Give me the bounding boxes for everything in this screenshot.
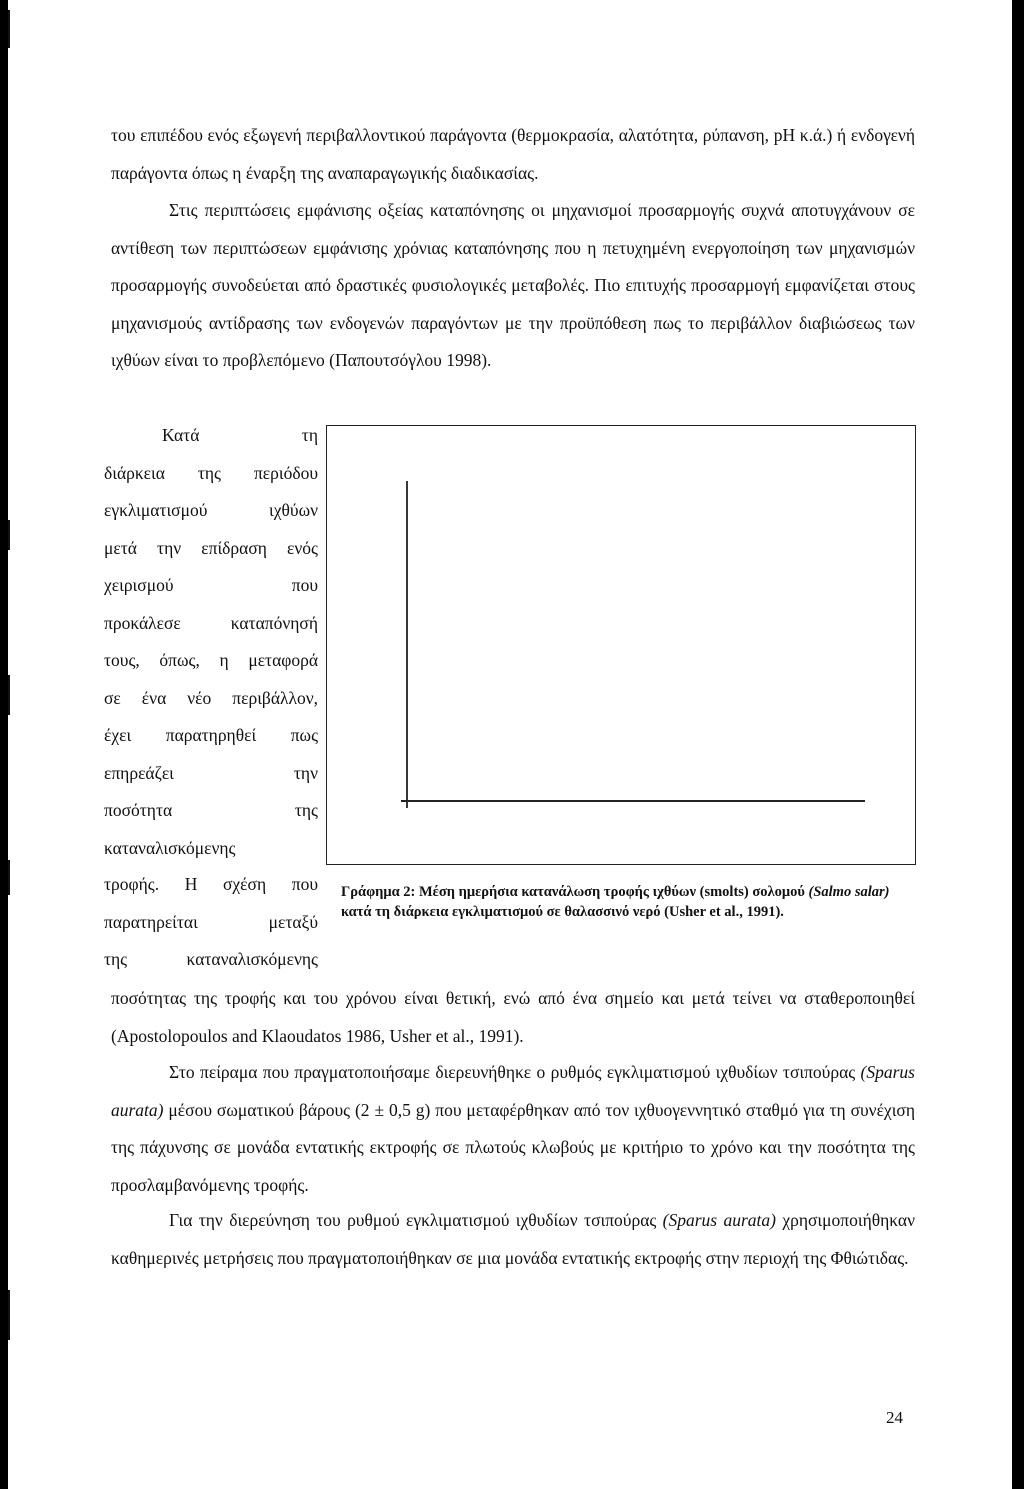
side-line: καταναλισκόμενης	[104, 837, 236, 858]
scan-edge-mark	[8, 10, 10, 48]
paragraph-acute-stress	[111, 192, 915, 380]
figure-frame	[326, 425, 916, 865]
side-line: μετά την επίδραση ενός	[104, 537, 318, 558]
side-line: χειρισμού που	[104, 575, 318, 595]
side-line: σε ένα νέο περιβάλλον,	[104, 687, 318, 708]
paragraph-method-post: χρησιμοποιήθηκαν καθημερινές μετρήσεις που πραγματοποιήθηκαν σε μια μονάδα εντατικής εκτροφής στην περιοχή της Φθιώτιδας.	[111, 1210, 915, 1268]
side-line: προκάλεσε καταπόνησή	[104, 612, 318, 633]
side-line: εγκλιματισμού ιχθύων	[104, 500, 318, 520]
side-line: τους, όπως, η μεταφορά	[104, 650, 318, 670]
side-line: της καταναλισκόμενης	[104, 949, 318, 969]
scan-edge-mark	[8, 1290, 10, 1340]
scan-edge-mark	[8, 520, 10, 550]
side-line: επηρεάζει την	[104, 762, 318, 783]
paragraph-intro-continuation: του επιπέδου ενός εξωγενή περιβαλλοντικού παράγοντα (θερμοκρασία, αλατότητα, ρύπανση, pH κ.ά.) ή ενδογενή παράγοντα όπως η έναρξη της αναπαραγωγικής διαδικασίας.	[111, 125, 915, 183]
paragraph-experiment-species: (Sparus aurata)	[111, 1062, 915, 1120]
paragraph-experiment-post: μέσου σωματικού βάρους (2 ± 0,5 g) που μεταφέρθηκαν από τον ιχθυογεννητικό σταθμό για τη συνέχιση της πάχυνσης σε μονάδα εντατικής εκτροφής σε πλωτούς κλωβούς με κριτήριο το χρόνο και την ποσότητα της προσλαμβανόμενης τροφής.	[111, 1099, 915, 1195]
side-line: παρατηρείται μεταξύ	[104, 911, 318, 932]
figure-caption	[341, 882, 916, 922]
side-line: ποσότητα της	[104, 800, 318, 820]
figure-caption-species: (Salmo salar)	[808, 884, 890, 900]
scan-edge-mark	[8, 675, 10, 715]
side-column-text	[104, 417, 318, 867]
paragraph-consumption-relation: ποσότητας της τροφής και του χρόνου είναι θετική, ενώ από ένα σημείο και μετά τείνει να σταθεροποιηθεί (Apostolopoulos and Klaoudatos 1986, Usher et al., 1991).	[111, 988, 915, 1046]
paragraph-acute-stress-text: Στις περιπτώσεις εμφάνισης οξείας καταπόνησης οι μηχανισμοί προσαρμογής συχνά αποτυγχάνουν σε αντίθεση των περιπτώσεων εμφάνισης χρόνιας καταπόνησης που η πετυχημένη ενεργοποίηση των μηχανισμών προσαρμογής συνοδεύεται από δραστικές φυσιολογικές μεταβολές. Πιο επιτυχής προσαρμογή εμφανίζεται στους μηχανισμούς αντίδρασης των ενδογενών παραγόντων με την προϋπόθεση πως το περιβάλλον διαβιώσεως των ιχθύων είναι το προβλεπόμενο (Παπουτσόγλου 1998).	[111, 200, 915, 370]
paragraph-method-pre: Για την διερεύνηση του ρυθμού εγκλιματισμού ιχθυδίων τσιπούρας	[169, 1210, 663, 1230]
side-line: διάρκεια της περιόδου	[104, 462, 318, 483]
side-line: Κατά τη	[162, 425, 318, 445]
side-column-text-lower	[104, 866, 318, 979]
page-number: 24	[886, 1408, 903, 1427]
side-line: τροφής. Η σχέση που	[104, 874, 318, 894]
paragraph-experiment-pre: Στο πείραμα που πραγματοποιήσαμε διερευνήθηκε ο ρυθμός εγκλιματισμού ιχθυδίων τσιπούρας	[169, 1062, 861, 1082]
chart-area	[327, 426, 917, 866]
side-line: έχει παρατηρηθεί πως	[104, 725, 318, 745]
paragraph-experiment	[111, 1054, 915, 1204]
paragraph-method	[111, 1202, 915, 1277]
figure-caption-suffix: κατά τη διάρκεια εγκλιματισμού σε θαλασσινό νερό (Usher et al., 1991).	[341, 904, 784, 920]
paragraph-method-species: (Sparus aurata)	[662, 1210, 776, 1230]
scan-edge-mark	[8, 860, 10, 895]
figure-caption-prefix: Γράφημα 2: Μέση ημερήσια κατανάλωση τροφής ιχθύων (smolts) σολομού	[341, 884, 809, 900]
document-page	[8, 0, 1012, 1489]
